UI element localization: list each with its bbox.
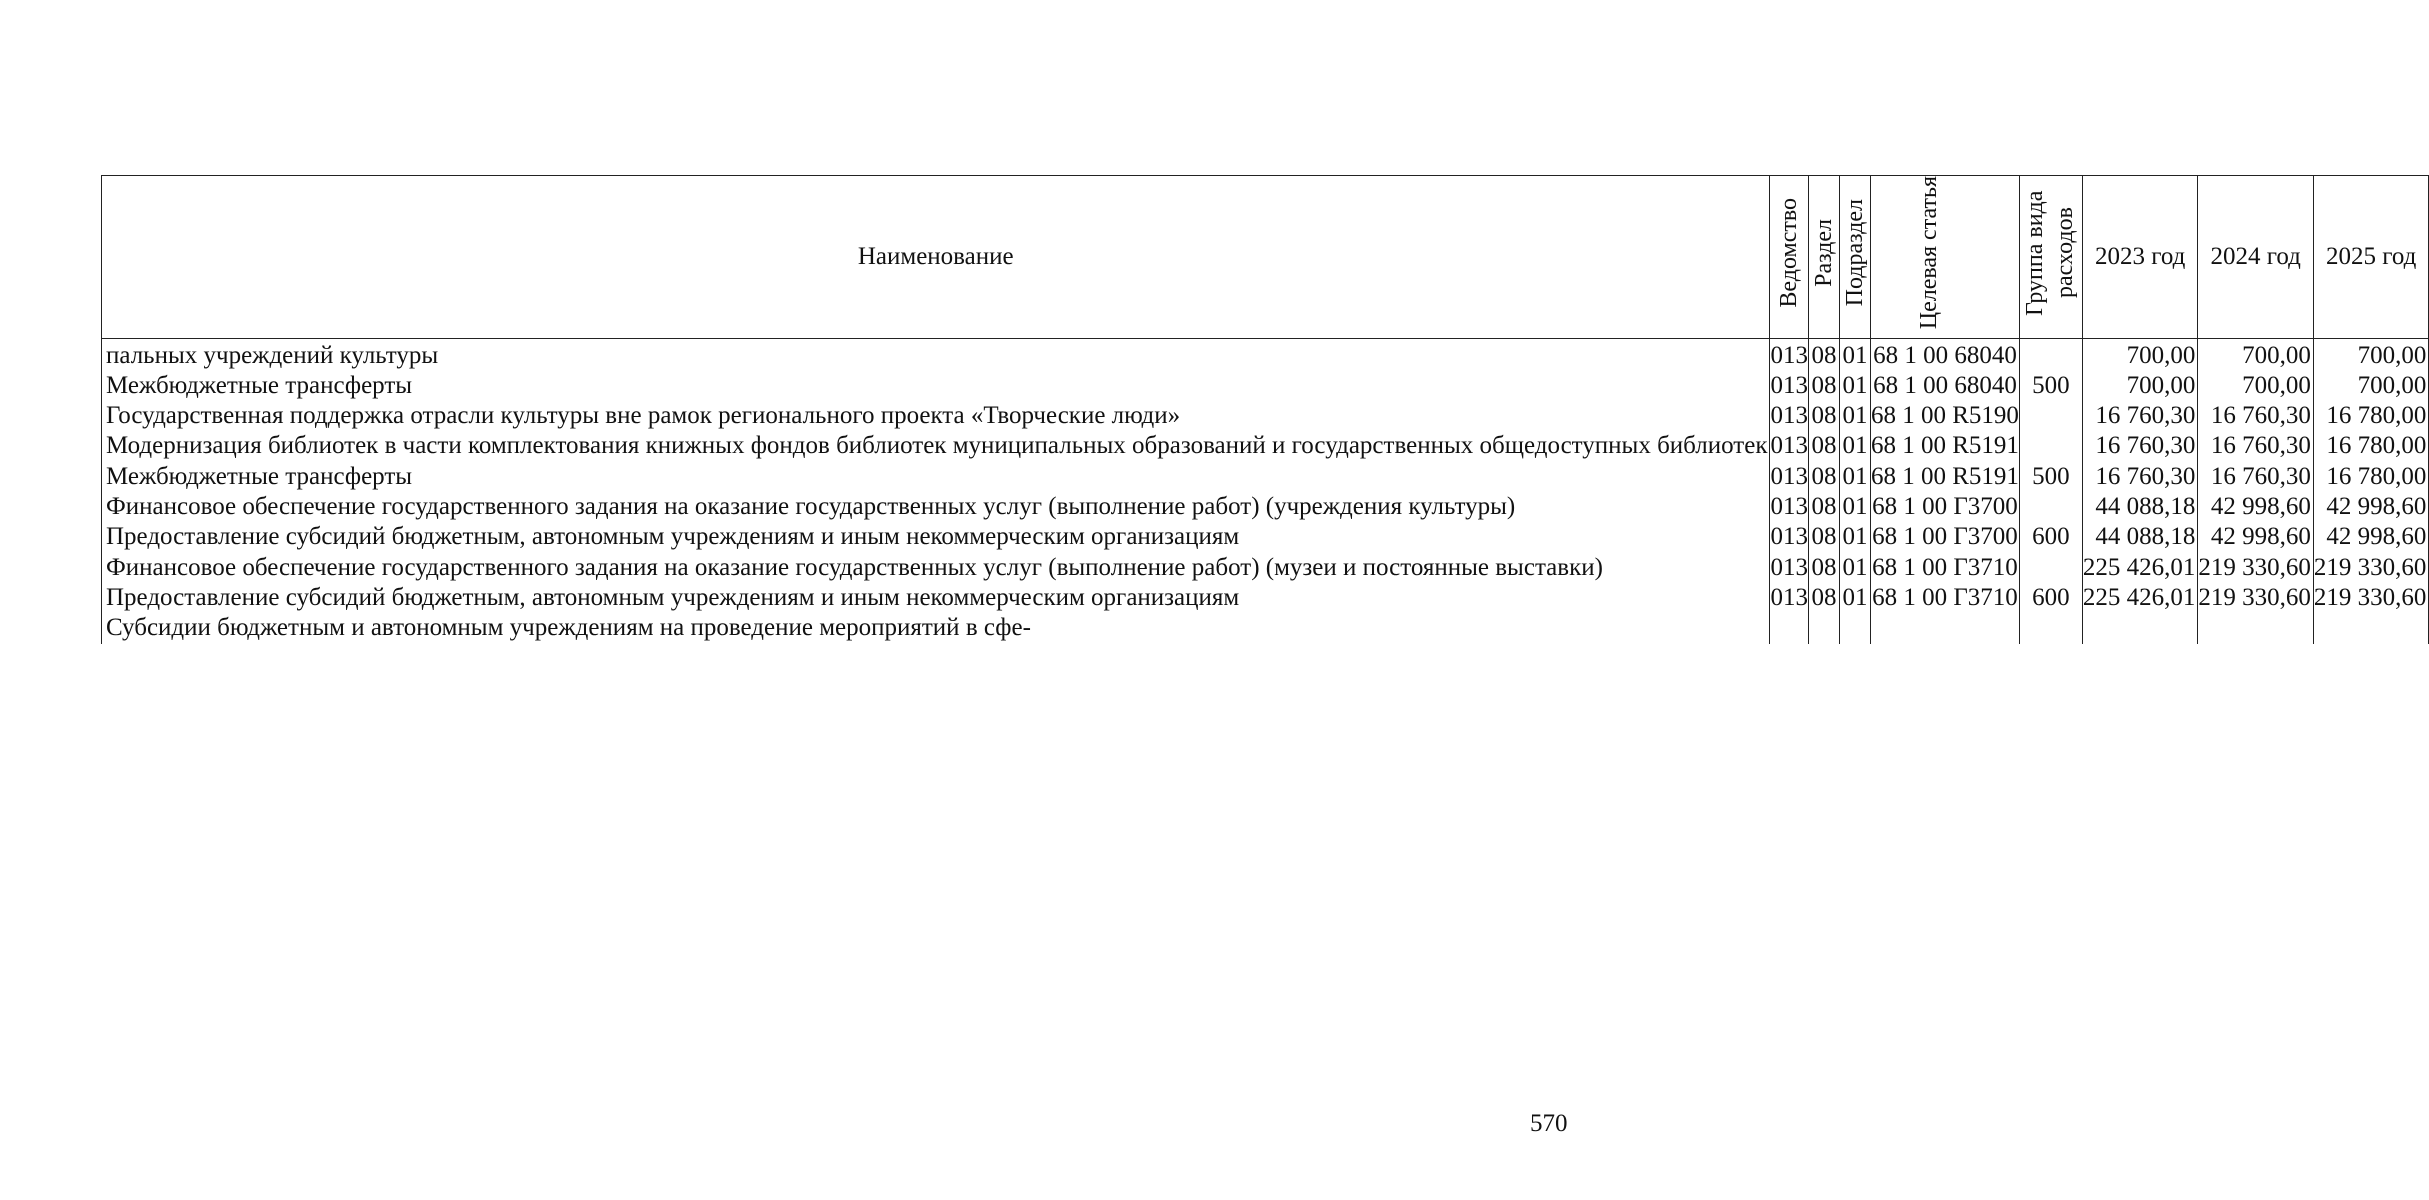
page-number: 570 bbox=[1530, 1110, 1568, 1137]
cell-2025: 700,00 bbox=[2313, 371, 2429, 401]
cell-2024: 16 760,30 bbox=[2198, 462, 2314, 492]
cell-2024: 700,00 bbox=[2198, 371, 2314, 401]
cell-section: 08 bbox=[1808, 553, 1839, 583]
cell-2023: 16 760,30 bbox=[2082, 401, 2198, 431]
cell-2024: 16 760,30 bbox=[2198, 431, 2314, 461]
cell-section: 08 bbox=[1808, 492, 1839, 522]
cell-target-article: 68 1 00 R5191 bbox=[1870, 462, 2019, 492]
cell-2024: 219 330,60 bbox=[2198, 553, 2314, 583]
cell-expense-group: 500 bbox=[2019, 371, 2082, 401]
cell-subsection: 01 bbox=[1839, 553, 1870, 583]
table-header-row bbox=[102, 176, 2429, 339]
table-row bbox=[102, 462, 2429, 492]
header-subsection: Подраздел bbox=[1839, 176, 1870, 339]
cell-2024: 700,00 bbox=[2198, 338, 2314, 371]
cell-target-article: 68 1 00 Г3700 bbox=[1870, 492, 2019, 522]
cell-name: Межбюджетные трансферты bbox=[102, 462, 1770, 492]
cell-target-article: 68 1 00 Г3700 bbox=[1870, 522, 2019, 552]
cell-expense-group: 500 bbox=[2019, 462, 2082, 492]
header-2025: 2025 год bbox=[2313, 176, 2429, 339]
cell-expense-group bbox=[2019, 401, 2082, 431]
cell-2024 bbox=[2198, 613, 2314, 643]
cell-2023: 700,00 bbox=[2082, 371, 2198, 401]
table-row bbox=[102, 371, 2429, 401]
cell-expense-group bbox=[2019, 553, 2082, 583]
cell-target-article bbox=[1870, 613, 2019, 643]
cell-section: 08 bbox=[1808, 431, 1839, 461]
cell-target-article: 68 1 00 Г3710 bbox=[1870, 583, 2019, 613]
cell-2024: 42 998,60 bbox=[2198, 492, 2314, 522]
cell-2025 bbox=[2313, 613, 2429, 643]
table-row bbox=[102, 522, 2429, 552]
cell-subsection: 01 bbox=[1839, 338, 1870, 371]
cell-expense-group bbox=[2019, 492, 2082, 522]
table-row bbox=[102, 583, 2429, 613]
budget-table bbox=[101, 175, 2429, 644]
cell-subsection: 01 bbox=[1839, 371, 1870, 401]
cell-section bbox=[1808, 613, 1839, 643]
cell-2024: 219 330,60 bbox=[2198, 583, 2314, 613]
cell-department: 013 bbox=[1770, 522, 1809, 552]
cell-expense-group: 600 bbox=[2019, 583, 2082, 613]
cell-2025: 700,00 bbox=[2313, 338, 2429, 371]
table-row bbox=[102, 431, 2429, 461]
cell-section: 08 bbox=[1808, 338, 1839, 371]
cell-expense-group: 600 bbox=[2019, 522, 2082, 552]
header-department: Ведомство bbox=[1770, 176, 1809, 339]
cell-expense-group bbox=[2019, 431, 2082, 461]
cell-target-article: 68 1 00 68040 bbox=[1870, 338, 2019, 371]
header-name: Наименование bbox=[102, 176, 1770, 339]
cell-2025: 16 780,00 bbox=[2313, 431, 2429, 461]
cell-2023: 44 088,18 bbox=[2082, 522, 2198, 552]
header-2023: 2023 год bbox=[2082, 176, 2198, 339]
cell-2023: 225 426,01 bbox=[2082, 553, 2198, 583]
table-row bbox=[102, 492, 2429, 522]
table-row bbox=[102, 553, 2429, 583]
cell-department: 013 bbox=[1770, 431, 1809, 461]
cell-section: 08 bbox=[1808, 371, 1839, 401]
cell-name: Предоставление субсидий бюджетным, автономным учреждениям и иным некоммерческим организациям bbox=[102, 522, 1770, 552]
header-2024: 2024 год bbox=[2198, 176, 2314, 339]
cell-2025: 219 330,60 bbox=[2313, 583, 2429, 613]
cell-target-article: 68 1 00 R5190 bbox=[1870, 401, 2019, 431]
table-row bbox=[102, 401, 2429, 431]
cell-2025: 16 780,00 bbox=[2313, 462, 2429, 492]
cell-department: 013 bbox=[1770, 462, 1809, 492]
cell-section: 08 bbox=[1808, 522, 1839, 552]
cell-section: 08 bbox=[1808, 462, 1839, 492]
cell-2023: 225 426,01 bbox=[2082, 583, 2198, 613]
cell-expense-group bbox=[2019, 613, 2082, 643]
cell-department: 013 bbox=[1770, 401, 1809, 431]
cell-department: 013 bbox=[1770, 583, 1809, 613]
cell-name: Межбюджетные трансферты bbox=[102, 371, 1770, 401]
cell-subsection: 01 bbox=[1839, 462, 1870, 492]
cell-2025: 16 780,00 bbox=[2313, 401, 2429, 431]
cell-2025: 42 998,60 bbox=[2313, 522, 2429, 552]
header-section: Раздел bbox=[1808, 176, 1839, 339]
cell-name: Государственная поддержка отрасли культуры вне рамок регионального проекта «Творческие люди» bbox=[102, 401, 1770, 431]
cell-name: Модернизация библиотек в части комплектования книжных фондов библиотек муниципальных образований и государственных общедоступных библиотек bbox=[102, 431, 1770, 461]
cell-subsection bbox=[1839, 613, 1870, 643]
cell-2025: 42 998,60 bbox=[2313, 492, 2429, 522]
table-body bbox=[102, 338, 2429, 643]
cell-expense-group bbox=[2019, 338, 2082, 371]
cell-target-article: 68 1 00 R5191 bbox=[1870, 431, 2019, 461]
cell-2024: 42 998,60 bbox=[2198, 522, 2314, 552]
cell-2023: 700,00 bbox=[2082, 338, 2198, 371]
cell-department: 013 bbox=[1770, 371, 1809, 401]
cell-subsection: 01 bbox=[1839, 401, 1870, 431]
cell-2024: 16 760,30 bbox=[2198, 401, 2314, 431]
cell-name: Субсидии бюджетным и автономным учреждениям на проведение мероприятий в сфе- bbox=[102, 613, 1770, 643]
cell-2023: 44 088,18 bbox=[2082, 492, 2198, 522]
table-row bbox=[102, 338, 2429, 371]
header-target-article: Целевая статья bbox=[1870, 176, 2019, 339]
cell-department bbox=[1770, 613, 1809, 643]
cell-subsection: 01 bbox=[1839, 431, 1870, 461]
cell-section: 08 bbox=[1808, 401, 1839, 431]
cell-department: 013 bbox=[1770, 338, 1809, 371]
cell-section: 08 bbox=[1808, 583, 1839, 613]
cell-name: Финансовое обеспечение государственного задания на оказание государственных услуг (выполнение работ) (учреждения культуры) bbox=[102, 492, 1770, 522]
cell-name: пальных учреждений культуры bbox=[102, 338, 1770, 371]
cell-subsection: 01 bbox=[1839, 492, 1870, 522]
cell-name: Предоставление субсидий бюджетным, автономным учреждениям и иным некоммерческим организациям bbox=[102, 583, 1770, 613]
header-expense-group: Группа вида расходов bbox=[2019, 176, 2082, 339]
cell-subsection: 01 bbox=[1839, 583, 1870, 613]
cell-department: 013 bbox=[1770, 492, 1809, 522]
table-row bbox=[102, 613, 2429, 643]
cell-name: Финансовое обеспечение государственного задания на оказание государственных услуг (выполнение работ) (музеи и постоянные выставки) bbox=[102, 553, 1770, 583]
cell-subsection: 01 bbox=[1839, 522, 1870, 552]
cell-2023: 16 760,30 bbox=[2082, 462, 2198, 492]
cell-target-article: 68 1 00 Г3710 bbox=[1870, 553, 2019, 583]
cell-target-article: 68 1 00 68040 bbox=[1870, 371, 2019, 401]
cell-2025: 219 330,60 bbox=[2313, 553, 2429, 583]
cell-department: 013 bbox=[1770, 553, 1809, 583]
cell-2023: 16 760,30 bbox=[2082, 431, 2198, 461]
cell-2023 bbox=[2082, 613, 2198, 643]
